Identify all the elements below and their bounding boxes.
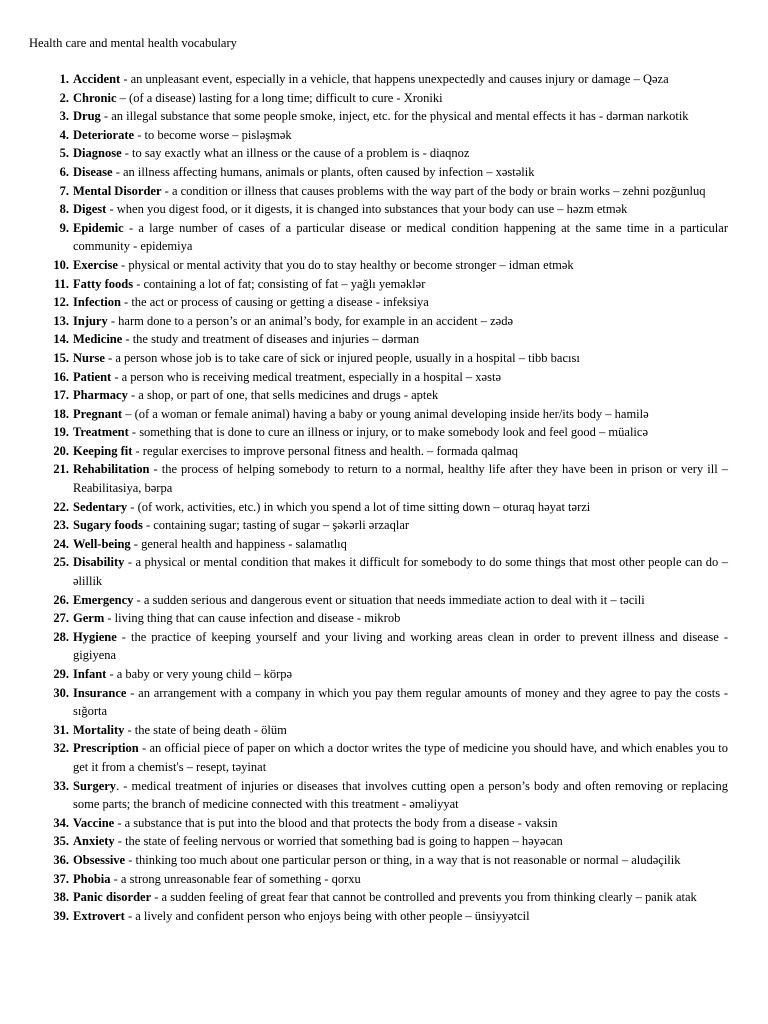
vocab-definition: - the state of being death - ölüm bbox=[124, 722, 287, 737]
item-number: 13. bbox=[53, 313, 69, 328]
item-number: 19. bbox=[53, 425, 69, 440]
vocab-term: Accident bbox=[73, 72, 121, 86]
vocab-term: Epidemic bbox=[73, 220, 124, 235]
vocab-item bbox=[0, 832, 768, 851]
item-number: 35. bbox=[53, 834, 69, 849]
vocab-term: Mental Disorder bbox=[73, 183, 162, 198]
vocab-definition: - a sudden feeling of great fear that cannot be controlled and prevents you from thinking clearly – panik atak bbox=[151, 890, 697, 905]
vocab-definition: - general health and happiness - salamatlıq bbox=[130, 536, 347, 551]
vocab-definition: - an arrangement with a company in which you pay them regular amounts of money and they agree to pay the costs - sığorta bbox=[73, 685, 728, 719]
vocab-term: Extrovert bbox=[73, 908, 125, 923]
vocab-item bbox=[0, 553, 768, 590]
vocab-definition: . - medical treatment of injuries or diseases that involves cutting open a person’s body and often removing or replacing some parts; the branch of medicine connected with this treatment - əməliyyat bbox=[73, 778, 728, 812]
item-number: 26. bbox=[53, 592, 69, 607]
vocab-term: Vaccine bbox=[73, 815, 115, 830]
vocab-term: Deteriorate bbox=[73, 127, 135, 142]
vocab-definition: - a person who is receiving medical treatment, especially in a hospital – xəstə bbox=[111, 369, 501, 384]
vocab-definition: – (of a disease) lasting for a long time; difficult to cure - Xroniki bbox=[116, 90, 443, 105]
vocab-item bbox=[0, 368, 768, 387]
vocab-term: Sedentary bbox=[73, 499, 128, 514]
vocab-term: Obsessive bbox=[73, 852, 126, 867]
vocab-definition: - harm done to a person’s or an animal’s body, for example in an accident – zədə bbox=[107, 313, 514, 328]
item-number: 14. bbox=[53, 332, 69, 347]
vocab-item bbox=[0, 70, 768, 89]
vocab-item bbox=[0, 870, 768, 889]
vocab-definition: - a large number of cases of a particular disease or medical condition happening at the same time in a particular community - epidemiya bbox=[73, 220, 728, 254]
vocab-definition: - the study and treatment of diseases and injuries – dərman bbox=[122, 332, 420, 347]
vocab-item bbox=[0, 256, 768, 275]
vocab-term: Digest bbox=[73, 202, 107, 217]
vocab-definition: - the act or process of causing or getting a disease - infeksiya bbox=[120, 295, 429, 310]
item-number: 25. bbox=[53, 555, 69, 570]
item-number: 10. bbox=[53, 257, 69, 272]
item-number: 37. bbox=[53, 871, 69, 886]
vocab-item bbox=[0, 423, 768, 442]
item-number: 5. bbox=[59, 146, 69, 161]
vocab-definition: - an unpleasant event, especially in a vehicle, that happens unexpectedly and causes injury or damage – Qəza bbox=[120, 72, 669, 86]
vocab-term: Emergency bbox=[73, 592, 134, 607]
vocab-definition: - (of work, activities, etc.) in which you spend a lot of time sitting down – oturaq həyat tərzi bbox=[127, 499, 591, 514]
vocab-item bbox=[0, 907, 768, 926]
item-number: 15. bbox=[53, 350, 69, 365]
vocab-definition: - an official piece of paper on which a doctor writes the type of medicine you should have, and which enables you to get it from a chemist's – resept, təyinat bbox=[73, 741, 728, 774]
item-number: 17. bbox=[53, 388, 69, 403]
item-number: 22. bbox=[53, 499, 69, 514]
vocab-definition: - a strong unreasonable fear of something - qorxu bbox=[110, 871, 361, 886]
item-number: 18. bbox=[53, 406, 69, 421]
vocab-definition: – (of a woman or female animal) having a baby or young animal developing inside her/its body – hamilə bbox=[122, 406, 649, 421]
vocab-term: Hygiene bbox=[73, 629, 117, 644]
vocab-item bbox=[0, 144, 768, 163]
vocab-item bbox=[0, 405, 768, 424]
item-number: 23. bbox=[53, 518, 69, 533]
item-number: 32. bbox=[53, 741, 69, 756]
vocab-term: Pregnant bbox=[73, 406, 123, 421]
vocab-item bbox=[0, 535, 768, 554]
vocab-item bbox=[0, 609, 768, 628]
vocab-item bbox=[0, 516, 768, 535]
vocab-definition: - a sudden serious and dangerous event or situation that needs immediate action to deal with it – təcili bbox=[133, 592, 645, 607]
vocab-item bbox=[0, 739, 768, 776]
vocab-item bbox=[0, 219, 768, 256]
item-number: 8. bbox=[59, 202, 69, 217]
item-number: 11. bbox=[54, 276, 69, 291]
item-number: 20. bbox=[53, 443, 69, 458]
vocab-item bbox=[0, 721, 768, 740]
vocab-definition: - the practice of keeping yourself and your living and working areas clean in order to prevent illness and disease - gigiyena bbox=[73, 629, 728, 663]
vocab-item bbox=[0, 498, 768, 517]
item-number: 2. bbox=[59, 90, 69, 105]
vocab-definition: - living thing that can cause infection and disease - mikrob bbox=[104, 611, 401, 626]
vocab-definition: - a condition or illness that causes problems with the way part of the body or brain works – zehni pozğunluq bbox=[161, 183, 706, 198]
vocab-item bbox=[0, 814, 768, 833]
vocab-term: Chronic bbox=[73, 90, 117, 105]
vocab-definition: - a lively and confident person who enjoys being with other people – ünsiyyətcil bbox=[124, 908, 530, 923]
vocab-definition: - a substance that is put into the blood and that protects the body from a disease - vaksin bbox=[114, 815, 558, 830]
vocab-term: Mortality bbox=[73, 722, 125, 737]
vocab-definition: - a baby or very young child – körpə bbox=[106, 667, 293, 681]
item-number: 34. bbox=[53, 815, 69, 830]
item-number: 6. bbox=[59, 164, 69, 179]
vocab-item bbox=[0, 89, 768, 108]
document-title: Health care and mental health vocabulary bbox=[29, 36, 237, 50]
vocab-term: Diagnose bbox=[73, 146, 122, 161]
item-number: 24. bbox=[53, 536, 69, 551]
vocab-item bbox=[0, 312, 768, 331]
vocab-item bbox=[0, 386, 768, 405]
vocab-term: Treatment bbox=[73, 425, 129, 440]
vocab-term: Nurse bbox=[73, 350, 105, 365]
vocab-item bbox=[0, 684, 768, 721]
vocab-definition: - containing a lot of fat; consisting of fat – yağlı yeməklər bbox=[133, 276, 426, 291]
vocab-definition: - a person whose job is to take care of sick or injured people, usually in a hospital – tibb bacısı bbox=[104, 350, 580, 365]
vocab-term: Exercise bbox=[73, 257, 118, 272]
vocab-definition: - the process of helping somebody to return to a normal, healthy life after they have been in prison or very ill – Reabilitasiya, bərpa bbox=[73, 462, 728, 496]
vocab-term: Insurance bbox=[73, 685, 127, 700]
vocab-term: Phobia bbox=[73, 871, 111, 886]
vocab-term: Prescription bbox=[73, 741, 139, 756]
vocab-item bbox=[0, 275, 768, 294]
vocab-term: Medicine bbox=[73, 332, 123, 347]
vocab-term: Disease bbox=[73, 164, 113, 179]
vocab-definition: - when you digest food, or it digests, it is changed into substances that your body can use – həzm etmək bbox=[106, 202, 628, 217]
vocab-definition: - a shop, or part of one, that sells medicines and drugs - aptek bbox=[127, 388, 439, 403]
vocab-term: Patient bbox=[73, 369, 112, 384]
vocab-item bbox=[0, 182, 768, 201]
vocab-term: Panic disorder bbox=[73, 890, 152, 905]
item-number: 21. bbox=[53, 462, 69, 477]
vocab-term: Infection bbox=[73, 295, 121, 310]
vocab-term: Well-being bbox=[73, 536, 131, 551]
item-number: 30. bbox=[53, 685, 69, 700]
item-number: 28. bbox=[53, 629, 69, 644]
vocab-item bbox=[0, 107, 768, 126]
vocab-item bbox=[0, 777, 768, 814]
vocab-item bbox=[0, 293, 768, 312]
vocab-definition: - something that is done to cure an illness or injury, or to make somebody look and feel good – müalicə bbox=[128, 425, 648, 440]
vocab-item bbox=[0, 163, 768, 182]
vocab-term: Pharmacy bbox=[73, 388, 128, 403]
vocab-item bbox=[0, 888, 768, 907]
vocabulary-list bbox=[0, 70, 768, 925]
vocab-term: Injury bbox=[73, 313, 108, 328]
item-number: 1. bbox=[59, 72, 69, 86]
vocab-definition: - a physical or mental condition that makes it difficult for somebody to do some things that most other people can do – əlillik bbox=[73, 555, 728, 589]
vocab-term: Drug bbox=[73, 109, 101, 124]
vocab-definition: - an illness affecting humans, animals or plants, often caused by infection – xəstəlik bbox=[112, 164, 535, 179]
vocab-item bbox=[0, 591, 768, 610]
item-number: 3. bbox=[59, 109, 69, 124]
vocab-term: Infant bbox=[73, 667, 107, 681]
vocab-item bbox=[0, 460, 768, 497]
vocab-term: Sugary foods bbox=[73, 518, 143, 533]
item-number: 12. bbox=[53, 295, 69, 310]
vocab-item bbox=[0, 200, 768, 219]
vocab-term: Surgery bbox=[73, 778, 117, 793]
vocab-item bbox=[0, 349, 768, 368]
item-number: 29. bbox=[53, 667, 69, 681]
vocab-definition: - an illegal substance that some people smoke, inject, etc. for the physical and mental effects it has - dərman narkotik bbox=[100, 109, 689, 124]
vocab-item bbox=[0, 665, 768, 684]
item-number: 9. bbox=[59, 220, 69, 235]
vocab-item bbox=[0, 442, 768, 461]
vocab-definition: - thinking too much about one particular person or thing, in a way that is not reasonable or normal – aludəçilik bbox=[125, 852, 681, 867]
vocab-definition: - physical or mental activity that you do to stay healthy or become stronger – idman etmək bbox=[117, 257, 574, 272]
item-number: 31. bbox=[53, 722, 69, 737]
vocab-term: Germ bbox=[73, 611, 105, 626]
vocab-item bbox=[0, 330, 768, 349]
vocab-term: Keeping fit bbox=[73, 443, 133, 458]
item-number: 27. bbox=[53, 611, 69, 626]
vocab-term: Fatty foods bbox=[73, 276, 134, 291]
vocab-definition: - to say exactly what an illness or the cause of a problem is - diaqnoz bbox=[121, 146, 470, 161]
item-number: 7. bbox=[59, 183, 69, 198]
vocab-definition: - containing sugar; tasting of sugar – şəkərli ərzaqlar bbox=[142, 518, 410, 533]
item-number: 33. bbox=[53, 778, 69, 793]
vocab-term: Rehabilitation bbox=[73, 462, 150, 477]
item-number: 4. bbox=[59, 127, 69, 142]
vocab-item bbox=[0, 851, 768, 870]
item-number: 39. bbox=[53, 908, 69, 923]
item-number: 36. bbox=[53, 852, 69, 867]
vocab-definition: - regular exercises to improve personal fitness and health. – formada qalmaq bbox=[132, 443, 519, 458]
item-number: 16. bbox=[53, 369, 69, 384]
vocab-definition: - to become worse – pisləşmək bbox=[134, 127, 292, 142]
vocab-term: Disability bbox=[73, 555, 125, 570]
item-number: 38. bbox=[53, 890, 69, 905]
vocab-definition: - the state of feeling nervous or worried that something bad is going to happen – həyəcan bbox=[114, 834, 563, 849]
vocab-item bbox=[0, 126, 768, 145]
vocab-item bbox=[0, 628, 768, 665]
vocab-term: Anxiety bbox=[73, 834, 115, 849]
